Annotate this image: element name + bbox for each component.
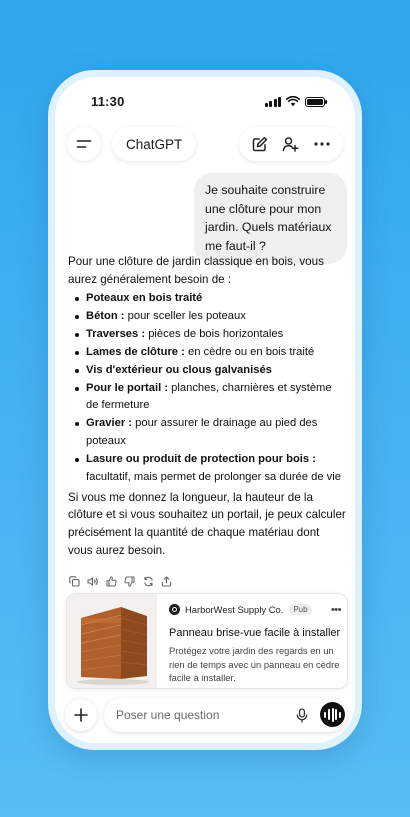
plus-icon <box>74 708 88 722</box>
header-actions <box>239 127 343 161</box>
list-item-text: planches, charnières et système de fermeture <box>86 381 332 412</box>
model-title[interactable]: ChatGPT <box>112 127 196 161</box>
list-item <box>68 344 346 362</box>
regenerate-icon <box>143 576 154 587</box>
composer <box>55 695 355 743</box>
read-aloud-icon <box>87 576 98 587</box>
dictation-button[interactable] <box>294 707 310 723</box>
copy-button[interactable] <box>68 575 80 587</box>
fence-panel-image <box>67 594 157 689</box>
message-actions <box>68 575 173 587</box>
user-message-bubble: Je souhaite construire une clôture pour mon jardin. Quels matériaux me faut-il ? <box>194 173 347 264</box>
materials-list <box>68 290 346 487</box>
assistant-outro: Si vous me donnez la longueur, la hauteur de la clôture et si vous souhaitez un portail, je peux calculer précisément la quantité de chaque matériau dont vous aurez besoin. <box>68 490 346 558</box>
thumbs-up-button[interactable] <box>105 575 117 587</box>
copy-icon <box>69 576 80 587</box>
sponsored-badge: Pub <box>289 604 311 615</box>
regenerate-button[interactable] <box>142 575 154 587</box>
add-person-icon <box>282 136 299 152</box>
read-aloud-button[interactable] <box>87 575 99 587</box>
card-more-icon[interactable]: ••• <box>330 603 341 616</box>
list-item <box>68 451 346 487</box>
list-item-text: pour sceller les poteaux <box>124 309 246 322</box>
more-options-button[interactable] <box>309 131 335 157</box>
list-item-text: en cèdre ou en bois traité <box>184 345 315 358</box>
list-item <box>68 415 346 451</box>
message-input[interactable] <box>116 706 276 724</box>
assistant-intro: Pour une clôture de jardin classique en bois, vous aurez généralement besoin de : <box>68 255 324 286</box>
list-item-bold: Pour le portail : <box>86 381 169 394</box>
voice-mode-button[interactable] <box>320 702 345 727</box>
sidebar-menu-button[interactable] <box>67 127 101 161</box>
list-item-bold: Poteaux en bois traité <box>86 291 203 304</box>
microphone-icon <box>296 708 308 723</box>
list-item <box>68 326 346 344</box>
list-item-bold: Lasure ou produit de protection pour bois : <box>86 453 316 466</box>
list-item-text: pièces de bois horizontales <box>145 327 284 340</box>
status-time: 11:30 <box>91 94 125 109</box>
thumbs-down-button[interactable] <box>124 575 136 587</box>
list-item-bold: Gravier : <box>86 417 133 430</box>
list-item <box>68 308 346 326</box>
message-input-pill <box>104 698 347 732</box>
list-item-bold: Béton : <box>86 309 125 322</box>
list-item-text: pour assurer le drainage au pied des poteaux <box>86 417 318 448</box>
top-bar <box>55 123 355 165</box>
card-content <box>169 602 345 685</box>
share-button[interactable] <box>161 575 173 587</box>
list-item <box>68 290 346 308</box>
attach-button[interactable] <box>65 699 97 731</box>
list-item-bold: Lames de clôture : <box>86 345 185 358</box>
sidebar-menu-icon <box>76 138 92 150</box>
battery-icon <box>305 97 325 107</box>
thumbs-down-icon <box>124 576 135 587</box>
sponsored-product-card[interactable] <box>66 593 348 689</box>
card-description: Protégez votre jardin des regards en un rien de temps avec un panneau en cèdre facile à installer. <box>169 645 340 683</box>
new-chat-icon <box>252 136 268 152</box>
advertiser-row <box>169 602 345 617</box>
card-title: Panneau brise-vue facile à installer <box>169 627 341 639</box>
list-item <box>68 380 346 416</box>
list-item-bold: Vis d'extérieur ou clous galvanisés <box>86 363 272 376</box>
share-icon <box>161 576 172 587</box>
assistant-message <box>68 253 346 560</box>
cellular-signal-icon <box>265 97 282 107</box>
phone-screen <box>55 77 355 743</box>
status-icons <box>265 96 326 107</box>
add-person-button[interactable] <box>278 131 304 157</box>
list-item-text: facultatif, mais permet de prolonger sa durée de vie <box>86 470 341 483</box>
new-chat-button[interactable] <box>247 131 273 157</box>
advertiser-name: HarborWest Supply Co. <box>185 604 284 615</box>
thumbs-up-icon <box>106 576 117 587</box>
list-item-bold: Traverses : <box>86 327 146 340</box>
wifi-icon <box>286 96 300 107</box>
status-bar <box>55 77 355 123</box>
brand-logo-icon <box>169 604 180 615</box>
more-icon <box>314 142 330 146</box>
list-item <box>68 362 346 380</box>
